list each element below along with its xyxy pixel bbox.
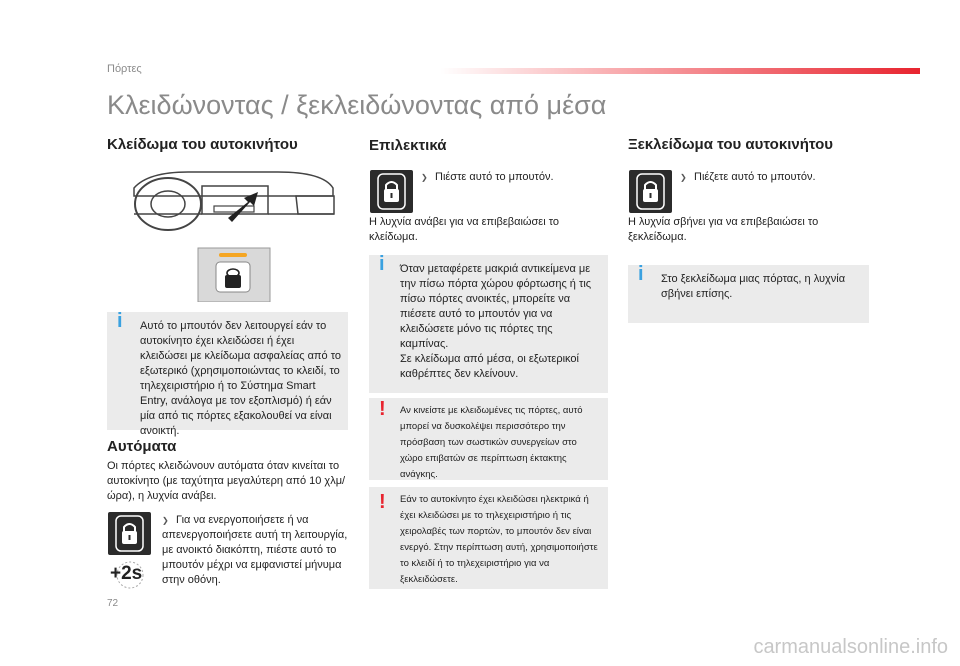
arrow-icon: ❯: [162, 516, 169, 525]
warning-note-text: Αν κινείστε με κλειδωμένες τις πόρτες, αυτό μπορεί να δυσκολέψει περισσότερο την πρόσβαση των σωστικών συνεργείων στο χώρο επιβατών σε περίπτωση έκτακτης ανάγκης.: [400, 405, 583, 480]
warning-icon: !: [379, 491, 386, 513]
dashboard-illustration: [128, 166, 339, 302]
info-note-text: Αυτό το μπουτόν δεν λειτουργεί εάν το αυτοκίνητο έχει κλειδώσει ή έχει κλειδώσει με κλείδωμα ασφαλείας από το εξωτερικό (χρησιμοποιώντας το κλειδί, το τηλεχειριστήριο ή το Σύστημα Smart Entry, ανάλογα με τον εξοπλισμό) ή εάν μία από τις πόρτες εξακολουθεί να είναι ανοικτή.: [140, 320, 341, 437]
selective-bullet-text: Πιέστε αυτό το μπουτόν.: [435, 171, 554, 183]
unlock-bullet-text: Πιέζετε αυτό το μπουτόν.: [694, 171, 816, 183]
info-icon: i: [117, 310, 123, 332]
hold-2s-badge: [110, 561, 150, 589]
auto-text: Οι πόρτες κλειδώνουν αυτόματα όταν κινείται το αυτοκίνητο (με ταχύτητα μεγαλύτερη από 10 χλμ/ώρα), η λυχνία ανάβει.: [107, 460, 346, 502]
info-icon: i: [379, 253, 385, 275]
header-accent-bar: [440, 68, 920, 74]
warning-note-2: [369, 487, 608, 589]
arrow-icon: ❯: [680, 173, 687, 182]
auto-bullet-text: Για να ενεργοποιήσετε ή να απενεργοποιήσετε αυτή τη λειτουργία, με ανοικτό διακόπτη, πιέστε αυτό το μπουτόν μέχρι να εμφανιστεί μήνυμα στην οθόνη.: [162, 514, 348, 586]
watermark: carmanualsonline.info: [753, 636, 948, 658]
lock-button-image: [370, 170, 413, 213]
unlock-bullet: [680, 170, 860, 185]
section-label: Πόρτες: [107, 63, 142, 75]
page-number: 72: [107, 598, 119, 609]
info-note-unlock: [628, 265, 869, 323]
lock-button-image: [629, 170, 672, 213]
lock-button-image: [108, 512, 151, 555]
auto-bullet: [162, 513, 352, 588]
selective-text: Η λυχνία ανάβει για να επιβεβαιώσει το κλείδωμα.: [369, 216, 559, 243]
info-icon: i: [638, 263, 644, 285]
selective-heading: Επιλεκτικά: [369, 137, 447, 154]
info-note-selective: [369, 255, 608, 393]
info-note-text: Στο ξεκλείδωμα μιας πόρτας, η λυχνία σβήνει επίσης.: [661, 273, 846, 300]
selective-bullet: [421, 170, 601, 185]
hold-duration-label: +2s: [110, 563, 143, 584]
info-note-text: Όταν μεταφέρετε μακριά αντικείμενα με την πίσω πόρτα χώρου φόρτωσης ή τις πίσω πόρτες ανοικτές, μπορείτε να πιέσετε αυτό το μπουτόν για να κλειδώσετε μόνο τις πόρτες της καμπίνας. Σε κλείδωμα από μέσα, οι εξωτερικοί καθρέπτες δεν κλείνουν.: [400, 263, 592, 380]
page-title: Κλειδώνοντας / ξεκλειδώνοντας από μέσα: [107, 90, 607, 120]
warning-note-text: Εάν το αυτοκίνητο έχει κλειδώσει ηλεκτρικά ή έχει κλειδώσει με το τηλεχειριστήριο ή τις χειρολαβές των πορτών, το μπουτόν δεν είναι ενεργό. Στην περίπτωση αυτή, χρησιμοποιήστε το κλειδί ή το τηλεχειριστήριο για να ξεκλειδώσετε.: [400, 494, 598, 585]
lock-heading: Κλείδωμα του αυτοκινήτου: [107, 136, 298, 153]
info-note-lock: [107, 310, 348, 437]
unlock-heading: Ξεκλείδωμα του αυτοκινήτου: [628, 136, 834, 153]
warning-icon: !: [379, 398, 386, 420]
arrow-icon: ❯: [421, 173, 428, 182]
unlock-text: Η λυχνία σβήνει για να επιβεβαιώσει το ξεκλείδωμα.: [628, 216, 819, 243]
auto-heading: Αυτόματα: [107, 438, 177, 455]
warning-note-1: [369, 398, 608, 480]
